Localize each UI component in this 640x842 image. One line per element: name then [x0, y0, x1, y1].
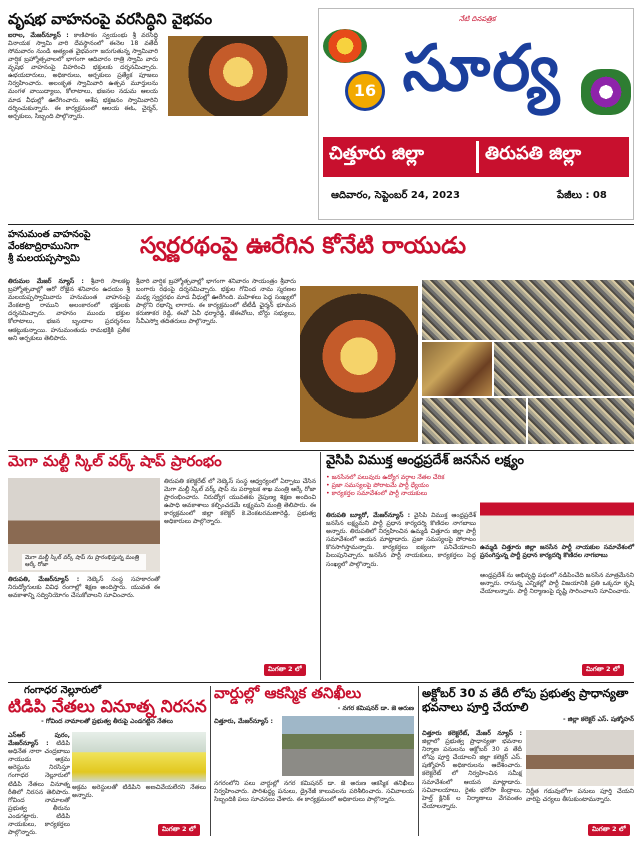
kicker-line: హనుమంత వాహనంపై	[8, 229, 91, 240]
bullet-item: • ప్రజా సమస్యలపై పోరాటమే పార్టీ ధ్యేయం	[326, 482, 429, 490]
article-body: కాణిపాకం స్వయంభు శ్రీ వరసిద్ధి వినాయక స్వామి వారి దేవస్థానంలో ఈనెల 18 వతేదీ సోమవారం నుండి అత్యంత వైభవంగా జరుగుతున్న స్వామివారి వార్షిక బ్రహ్మోత్సవాలలో భాగంగా ఆదివారం రాత్రి స్వామి వారు వృషభ వాహనంపై విహరించి భక్తులకు దర్శనమిచ్చారు. ఉభయదారులు, అధికారులు, అర్చకులు ప్రత్యేక పూజలు నిర్వహించారు. అలంకృత స్వామివారి ఉత్సవ మూర్తులను మంగళ వాయిద్యాలు, కోలాటాలు, భజనల నడుమ ఆలయ మాడ వీధుల్లో ఊరేగించారు. అశేష భక్తజనం స్వామివారిని దర్శించుకున్నారు. ఈ కార్యక్రమంలో ఆలయ ఈఓ, చైర్మన్, అర్చకులు, సిబ్బంది పాల్గొన్నారు.	[8, 31, 158, 120]
divider	[8, 450, 634, 451]
lead-kicker	[8, 230, 128, 264]
story-lead	[8, 228, 634, 446]
column-divider	[320, 452, 321, 680]
column-divider	[418, 686, 419, 836]
masthead	[318, 8, 634, 220]
divider	[8, 682, 634, 683]
article-body: నగరంలోని పలు వార్డుల్లో నగర కమిషనర్ డా. జె అరుణ ఆకస్మిక తనిఖీలు నిర్వహించారు. పారిశుద్ధ్య పనులు, డ్రైనేజీ కాలువలను పరిశీలించారు. సచివాలయ సిబ్బందికి పలు సూచనలు చేశారు. ఈ కార్యక్రమంలో అధికారులు పాల్గొన్నారు.	[214, 780, 414, 804]
photo-swarna-ratham-deity	[300, 286, 418, 442]
dateline: ఐరాల, మేజర్‌న్యూస్ :	[8, 31, 69, 39]
edition-divider	[476, 141, 479, 173]
kicker-line: శ్రీ మలయప్పస్వామి	[8, 252, 80, 264]
bullet-item: • కార్యకర్తల సమావేశంలో పార్టీ నాయకులు	[326, 490, 428, 498]
photo-ratham-crowd	[422, 280, 634, 340]
photo-devotees	[494, 342, 634, 396]
article-body: జిల్లాలో ప్రభుత్వ ప్రాధాన్యతా భవనాల నిర్మాణ పనులను అక్టోబర్ 30 వ తేదీ లోపు పూర్తి చేయాలని జిల్లా కలెక్టర్ ఎస్. షణ్మోహన్ అధికారులను ఆదేశించారు. కలెక్టరేట్ లో నిర్వహించిన సమీక్ష సమావేశంలో ఆయన మాట్లాడారు. సచివాలయాలు, రైతు భరోసా కేంద్రాలు, హెల్త్ క్లినిక్ ల నిర్మాణాలు వేగవంతం చేయాలన్నారు.	[422, 738, 522, 810]
kicker-line: వేంకటాద్రిరామునిగా	[8, 240, 79, 252]
continued-badge: మిగతా 2 లో	[264, 664, 306, 676]
dateline: తిరుమల మేజర్ న్యూస్ :	[8, 278, 84, 285]
headline-gangadhara: టిడిపి నేతలు వినూత్న నిరసన	[8, 696, 207, 717]
article-body: వైసిపి విముక్త ఆంధ్రప్రదేశ్ జనసేన లక్ష్యమని పార్టీ ప్రధాన కార్యదర్శి కొణిదల నాగబాబు అన్నారు. తిరుపతిలో నిర్వహించిన ఉమ్మడి చిత్తూరు జిల్లా పార్టీ సమావేశంలో ఆయన మాట్లాడారు. ప్రజా సమస్యలపై పోరాటం కొనసాగిస్తామన్నారు. కార్యకర్తలు ఐక్యంగా పనిచేయాలని పిలుపునిచ్చారు. జనసేన పార్టీ నాయకులు, కార్యకర్తలు పెద్ద సంఖ్యలో పాల్గొన్నారు.	[326, 512, 476, 568]
article-body: తిరుపతి కలెక్టరేట్ లో నెట్కెస్ సంస్థ ఆధ్వర్యంలో ఏర్పాటు చేసిన మెగా మల్టీ స్కిల్ వర్క్ షాప్ ను పర్యాటక శాఖ మంత్రి ఆర్కే రోజా ప్రారంభించారు. నిరుద్యోగ యువతకు నైపుణ్య శిక్షణ అందించి ఉపాధి అవకాశాలు కల్పించడమే లక్ష్యమని మంత్రి తెలిపారు. ఈ కార్యక్రమంలో జిల్లా కలెక్టర్ కె.వెంకటరమణారెడ్డి, ప్రభుత్వ అధికారులు పాల్గొన్నారు.	[164, 478, 316, 526]
bullet-item: • జనసేనలో పలువురు ఉద్యోగ వర్గాల నేతల చేరిక	[326, 474, 445, 481]
story-gangadhara: గంగాధర నెల్లూరులో టిడిపి నేతలు వినూత్న నిరసన - గోవింద నామాలతో ప్రభుత్వ తీరుపై ఎండగట్టిన నేతలు ఎస్ఆర్ పురం, మేజర్‌న్యూస్ : టిడిపి అధినేత నారా చంద్రబాబు నాయుడు అక్రమ అరెస్టును నిరసిస్తూ గంగాధర నెల్లూరులో టిడిపి నేతలు వినూత్న రీతిలో నిరసన తెలిపారు. గోవింద నామాలతో ప్రభుత్వ తీరును ఎండగట్టారు. టిడిపి నాయకులు, కార్యకర్తలు పాల్గొన్నారు. అక్రమ అరెస్టులతో టిడిపిని అణచివేయలేరని నేతలు అన్నారు. మిగతా 2 లో	[8, 685, 207, 837]
story-janasena: వైసిపి విముక్త ఆంధ్రప్రదేశ్ జనసేన లక్ష్యం • జనసేనలో పలువురు ఉద్యోగ వర్గాల నేతల చేరిక • ప్రజా సమస్యలపై పోరాటమే పార్టీ ధ్యేయం • కార్యకర్తల సమావేశంలో పార్టీ నాయకులు ఉమ్మడి చిత్తూరు జిల్లా జనసేన పార్టీ నాయకుల సమావేశంలో ప్రసంగిస్తున్న పార్టీ ప్రధాన కార్యదర్శి కొణిదల నాగబాబు తిరుపతి బ్యూరో, మేజర్‌న్యూస్ : వైసిపి విముక్త ఆంధ్రప్రదేశ్ జనసేన లక్ష్యమని పార్టీ ప్రధాన కార్యదర్శి కొణిదల నాగబాబు అన్నారు. తిరుపతిలో నిర్వహించిన ఉమ్మడి చిత్తూరు జిల్లా పార్టీ సమావేశంలో ఆయన మాట్లాడారు. ప్రజా సమస్యలపై పోరాటం కొనసాగిస్తామన్నారు. కార్యకర్తలు ఐక్యంగా పనిచేయాలని పిలుపునిచ్చారు. జనసేన పార్టీ నాయకులు, కార్యకర్తలు పెద్ద సంఖ్యలో పాల్గొన్నారు. ఆంధ్రప్రదేశ్ ను అభివృద్ధి పథంలో నడిపించేది జనసేన మాత్రమేనని అన్నారు. రానున్న ఎన్నికల్లో పార్టీ విజయానికి ప్రతి ఒక్కరూ కృషి చేయాలన్నారు. పార్టీ నిర్మాణంపై దృష్టి సారించాలని సూచించారు. మిగతా 2 లో	[326, 454, 634, 680]
dateline: చిత్తూరు కలెక్టరేట్, మేజర్ న్యూస్ :	[422, 730, 522, 737]
story-october: అక్టోబర్ 30 వ తేదీ లోపు ప్రభుత్వ ప్రాధాన్యతా భవనాలు పూర్తి చేయాలి - జిల్లా కలెక్టర్ ఎస్. షణ్మోహన్ చిత్తూరు కలెక్టరేట్, మేజర్ న్యూస్ : జిల్లాలో ప్రభుత్వ ప్రాధాన్యతా భవనాల నిర్మాణ పనులను అక్టోబర్ 30 వ తేదీ లోపు పూర్తి చేయాలని జిల్లా కలెక్టర్ ఎస్. షణ్మోహన్ అధికారులను ఆదేశించారు. కలెక్టరేట్ లో నిర్వహించిన సమీక్ష సమావేశంలో ఆయన మాట్లాడారు. సచివాలయాలు, రైతు భరోసా కేంద్రాలు, హెల్త్ క్లినిక్ ల నిర్మాణాలు వేగవంతం చేయాలన్నారు. నిర్ణీత గడువులోగా పనులు పూర్తి చేయని వారిపై చర్యలు తీసుకుంటామన్నారు. మిగతా 2 లో	[422, 686, 634, 836]
headline-wards: వార్డుల్లో ఆకస్మిక తనిఖీలు	[214, 684, 362, 702]
logo-flowers-right	[581, 69, 631, 115]
photo-caption: ఉమ్మడి చిత్తూరు జిల్లా జనసేన పార్టీ నాయకుల సమావేశంలో ప్రసంగిస్తున్న పార్టీ ప్రధాన కార్యదర్శి కొణిదల నాగబాబు	[480, 544, 634, 560]
headline-janasena: వైసిపి విముక్త ఆంధ్రప్రదేశ్ జనసేన లక్ష్యం	[326, 453, 524, 468]
dateline: చిత్తూరు, మేజర్‌న్యూస్ :	[214, 718, 274, 725]
photo-elephants	[528, 398, 634, 444]
masthead-tagline: నేటి దినపత్రిక	[459, 15, 496, 23]
masthead-logo: సూర్య	[402, 32, 562, 106]
divider	[8, 224, 634, 225]
article-body: టిడిపి అధినేత నారా చంద్రబాబు నాయుడు అక్రమ అరెస్టును నిరసిస్తూ గంగాధర నెల్లూరులో టిడిపి నేతలు వినూత్న రీతిలో నిరసన తెలిపారు. గోవింద నామాలతో ప్రభుత్వ తీరును ఎండగట్టారు. టిడిపి నాయకులు, కార్యకర్తలు పాల్గొన్నారు.	[8, 740, 70, 837]
photo-vrushabha-vahanam	[168, 36, 308, 116]
story-wards	[214, 686, 414, 836]
photo-golden-chariot	[422, 342, 492, 396]
continued-badge: మిగతా 2 లో	[158, 824, 200, 836]
photo-janasena-meeting	[480, 476, 634, 542]
kicker: గంగాధర నెల్లూరులో	[24, 685, 102, 696]
headline-october: అక్టోబర్ 30 వ తేదీ లోపు ప్రభుత్వ ప్రాధాన్యతా భవనాలు పూర్తి చేయాలి	[422, 686, 629, 714]
edition-chittoor: చిత్తూరు జిల్లా	[329, 143, 424, 164]
article-body: శ్రీవారి వార్షిక బ్రహ్మోత్సవాల్లో భాగంగా శనివారం సాయంత్రం శ్రీవారు బంగారు రథంపై దర్శనమిచ్చారు. భక్తుల గోవింద నామ స్మరణల మధ్య స్వర్ణరథం మాడ వీధుల్లో ఊరేగింది. మహిళలు పెద్ద సంఖ్యలో పాల్గొని రథాన్ని లాగారు. ఈ కార్యక్రమంలో టీటీడీ ఛైర్మన్ భూమన కరుణాకర రెడ్డి, ఈవో ఏవీ ధర్మారెడ్డి, జేఈవోలు, బోర్డు సభ్యులు, సీవీఎస్వో తదితరులు పాల్గొన్నారు.	[136, 278, 296, 326]
story-skill-workshop: మెగా మల్టీ స్కిల్ వర్క్ షాప్ ప్రారంభం మెగా మల్టీ స్కిల్ వర్క్ షాప్ ను ప్రారంభిస్తున్న మంత్రి ఆర్కే రోజా తిరుపతి కలెక్టరేట్ లో నెట్కెస్ సంస్థ ఆధ్వర్యంలో ఏర్పాటు చేసిన మెగా మల్టీ స్కిల్ వర్క్ షాప్ ను పర్యాటక శాఖ మంత్రి ఆర్కే రోజా ప్రారంభించారు. నిరుద్యోగ యువతకు నైపుణ్య శిక్షణ అందించి ఉపాధి అవకాశాలు కల్పించడమే లక్ష్యమని మంత్రి తెలిపారు. ఈ కార్యక్రమంలో జిల్లా కలెక్టర్ కె.వెంకటరమణారెడ్డి, ప్రభుత్వ అధికారులు పాల్గొన్నారు. తిరుపతి, మేజర్‌న్యూస్ : నెట్కెస్ సంస్థ సహకారంతో నిరుద్యోగులకు వివిధ రంగాల్లో శిక్షణ అందిస్తారు. యువత ఈ అవకాశాన్ని సద్వినియోగం చేసుకోవాలని సూచించారు. మిగతా 2 లో	[8, 454, 316, 680]
headline-skill-workshop: మెగా మల్టీ స్కిల్ వర్క్ షాప్ ప్రారంభం	[8, 452, 222, 470]
headline-vrushabha: వృషభ వాహనంపై వరసిద్ధిని వైభవం	[8, 10, 213, 28]
continued-badge: మిగతా 2 లో	[582, 664, 624, 676]
edition-tirupati: తిరుపతి జిల్లా	[485, 143, 582, 164]
story-top-left	[8, 12, 308, 217]
photo-collector-review	[526, 730, 634, 786]
subhead: - నగర కమిషనర్ డా. జె అరుణ	[337, 704, 414, 712]
bullet-list	[326, 474, 476, 498]
date-line: ఆదివారం, సెప్టెంబర్ 24, 2023	[331, 190, 460, 201]
dateline: తిరుపతి బ్యూరో, మేజర్‌న్యూస్ :	[326, 512, 411, 519]
continued-badge: మిగతా 2 లో	[588, 824, 630, 836]
lead-headline: స్వర్ణరథంపై ఊరేగిన కోనేటి రాయుడు	[140, 233, 467, 259]
article-body: శ్రీవారి సాలకట్ల బ్రహ్మోత్సవాల్లో ఆరో రోజైన శనివారం ఉదయం శ్రీ మలయప్పస్వామివారు హనుమంత వాహనంపై వేంకటాద్రి రాముని అలంకారంలో భక్తులకు దర్శనమిచ్చారు. వాహనం ముందు భక్తుల కోలాటాలు, భజన బృందాల ప్రదర్శనలు ఆకట్టుకున్నాయి. హనుమంతుడు రామభక్తికి ప్రతీక అని అర్చకులు తెలిపారు.	[8, 278, 131, 342]
column-divider	[210, 686, 211, 836]
photo-procession	[422, 398, 526, 444]
photo-caption: మెగా మల్టీ స్కిల్ వర్క్ షాప్ ను ప్రారంభిస్తున్న మంత్రి ఆర్కే రోజా	[22, 554, 146, 570]
photo-tdp-protest	[72, 732, 206, 782]
page-count: పేజీలు : 08	[557, 190, 607, 201]
badge-number: 16	[353, 81, 377, 100]
edition-band	[323, 137, 629, 177]
logo-flowers-left	[323, 29, 367, 63]
photo-ward-inspection	[282, 716, 414, 776]
subhead: - గోవింద నామాలతో ప్రభుత్వ తీరుపై ఎండగట్టిన నేతలు	[41, 718, 173, 726]
dateline: తిరుపతి, మేజర్‌న్యూస్ :	[8, 576, 80, 583]
photo-skill-workshop	[8, 478, 160, 572]
subhead: - జిల్లా కలెక్టర్ ఎస్. షణ్మోహన్	[563, 716, 634, 723]
dateline: ఎస్ఆర్ పురం, మేజర్‌న్యూస్ :	[8, 732, 70, 748]
